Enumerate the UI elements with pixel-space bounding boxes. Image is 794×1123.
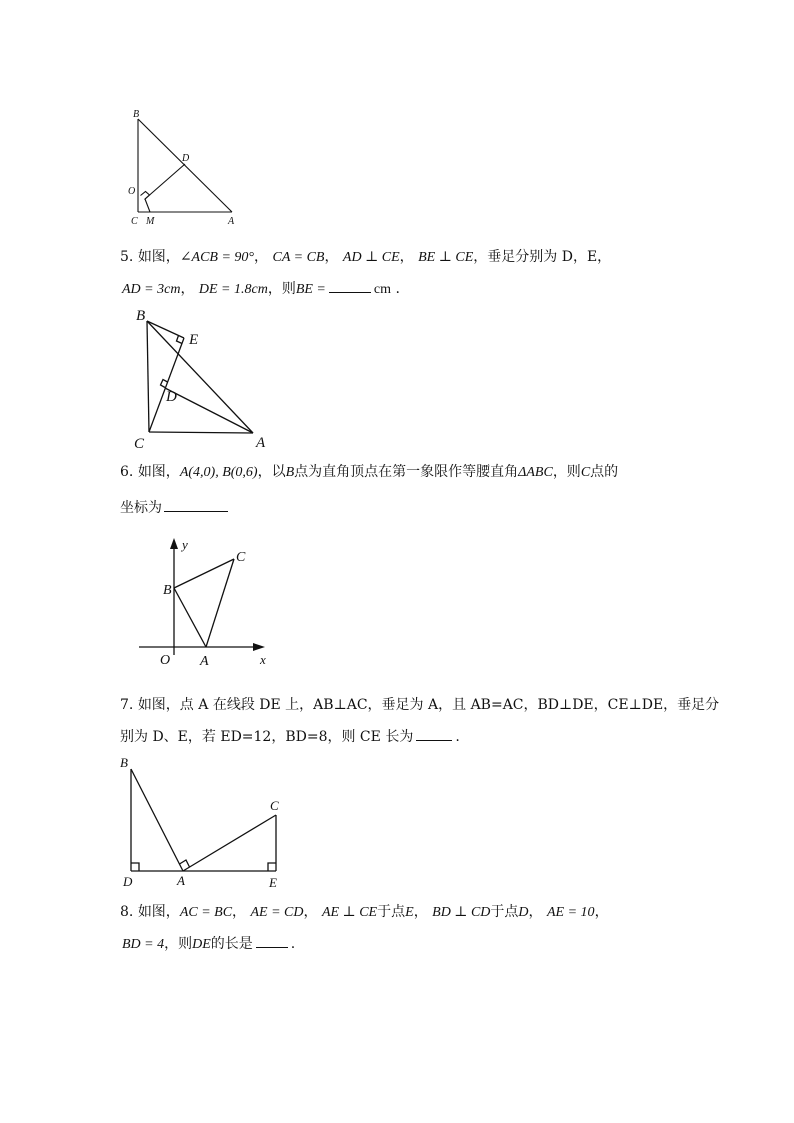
q8-math-d: D: [518, 905, 529, 920]
label-A: A: [256, 435, 266, 451]
q5-text: 如图，: [137, 249, 180, 265]
q5-number: 5.: [120, 249, 134, 265]
q5-math-be-ce: BE ⊥ CE: [418, 250, 474, 265]
q8-text: ，则: [164, 936, 193, 952]
q5-text-feet: ，垂足分别为 D，E，: [473, 249, 612, 265]
q8-answer-blank[interactable]: [256, 933, 288, 948]
q5-math-ad-ce: AD ⊥ CE: [342, 250, 400, 265]
q7-line1: [120, 694, 719, 716]
q8-period: .: [290, 936, 296, 952]
label-x: x: [260, 652, 266, 667]
label-y: y: [182, 537, 188, 552]
label-A: A: [177, 873, 185, 888]
label-M: M: [146, 216, 155, 227]
q5-period: .: [395, 281, 400, 297]
label-D: D: [166, 389, 177, 405]
label-E: E: [189, 332, 199, 348]
sep: ，: [399, 249, 414, 265]
q8-number: 8.: [120, 904, 134, 920]
sep: ，: [594, 904, 609, 920]
q7-text-line1: 如图，点 A 在线段 DE 上，AB⊥AC，垂足为 A，且 AB=AC，BD⊥DE，CE⊥DE，垂足分: [137, 697, 720, 713]
q8-math-bd-cd: BD ⊥ CD: [432, 905, 491, 920]
q5-figure: [128, 305, 278, 450]
q8-math-ae-cd: AE = CD: [250, 905, 304, 920]
q8-text: 如图，: [137, 904, 180, 920]
q5-math-angle: ∠ACB = 90°: [179, 250, 255, 265]
q8-math-ae-10: AE = 10: [547, 905, 595, 920]
q6-text: ，以: [257, 464, 286, 480]
y-axis-arrow-icon: [170, 538, 178, 549]
label-E: E: [269, 875, 277, 890]
label-C: C: [270, 798, 279, 813]
sep: ，: [413, 904, 428, 920]
q8-math-bd-4: BD = 4: [122, 937, 165, 952]
q8-math-ae-ce: AE ⊥ CE: [321, 905, 378, 920]
q7-figure: [115, 752, 290, 892]
label-B: B: [133, 109, 140, 120]
x-axis-arrow-icon: [253, 643, 265, 651]
q5-unit: cm: [373, 282, 391, 297]
q5-math-be: BE =: [295, 282, 326, 297]
label-A: A: [200, 654, 209, 669]
q8-line2: [122, 933, 295, 956]
sep: ，: [180, 281, 195, 297]
q6-answer-blank[interactable]: [164, 497, 228, 512]
q8-text: 的长是: [210, 936, 253, 952]
q7-line2: [120, 726, 460, 748]
label-D: D: [182, 153, 190, 164]
q8-line1: [120, 901, 609, 924]
label-C: C: [236, 550, 246, 565]
q6-number: 6.: [120, 464, 134, 480]
q7-period: .: [455, 729, 460, 745]
q5-math-de: DE = 1.8cm: [198, 282, 268, 297]
q6-text-coord: 坐标为: [120, 500, 162, 516]
label-B: B: [136, 308, 146, 324]
label-C: C: [134, 436, 145, 452]
q6-text: 点的: [590, 464, 619, 480]
q6-math-points: A(4,0), B(0,6): [179, 465, 258, 480]
q8-text: 于点: [490, 904, 519, 920]
q8-text: 于点: [377, 904, 406, 920]
label-C: C: [131, 216, 138, 227]
label-B: B: [163, 583, 172, 598]
q7-answer-blank[interactable]: [416, 726, 452, 741]
q8-math-de: DE: [192, 937, 211, 952]
q7-number: 7.: [120, 697, 134, 713]
q5-line1: [120, 246, 611, 269]
sep: ，: [232, 904, 247, 920]
q5-text-then: ，则: [267, 281, 296, 297]
label-O: O: [128, 186, 136, 197]
sep: ，: [254, 249, 269, 265]
sep: ，: [303, 904, 318, 920]
label-D: D: [123, 874, 133, 889]
q8-math-ac-bc: AC = BC: [179, 905, 233, 920]
sep: ，: [324, 249, 339, 265]
q5-answer-blank[interactable]: [329, 278, 371, 293]
q6-text: 点为直角顶点在第一象限作等腰直角: [294, 464, 519, 480]
q6-text: 如图，: [137, 464, 180, 480]
q5-math-ad: AD = 3cm: [122, 282, 181, 297]
q7-text-line2: 别为 D、E，若 ED=12，BD=8，则 CE 长为: [120, 729, 414, 745]
label-B: B: [120, 755, 128, 770]
q6-figure: [132, 533, 282, 668]
q5-line2: [122, 278, 400, 301]
label-O: O: [160, 653, 171, 668]
q5-math-ca-cb: CA = CB: [272, 250, 325, 265]
q6-line2: [120, 497, 228, 519]
q8-math-e: E: [405, 905, 414, 920]
label-A: A: [228, 216, 235, 227]
q6-line1: [120, 461, 618, 484]
q6-math-c: C: [580, 465, 591, 480]
q6-math-b: B: [285, 465, 295, 480]
sep: ，: [528, 904, 543, 920]
q6-math-triangle: ΔABC: [518, 465, 553, 480]
q6-text: ，则: [552, 464, 581, 480]
figure-top-triangle: [120, 105, 250, 230]
